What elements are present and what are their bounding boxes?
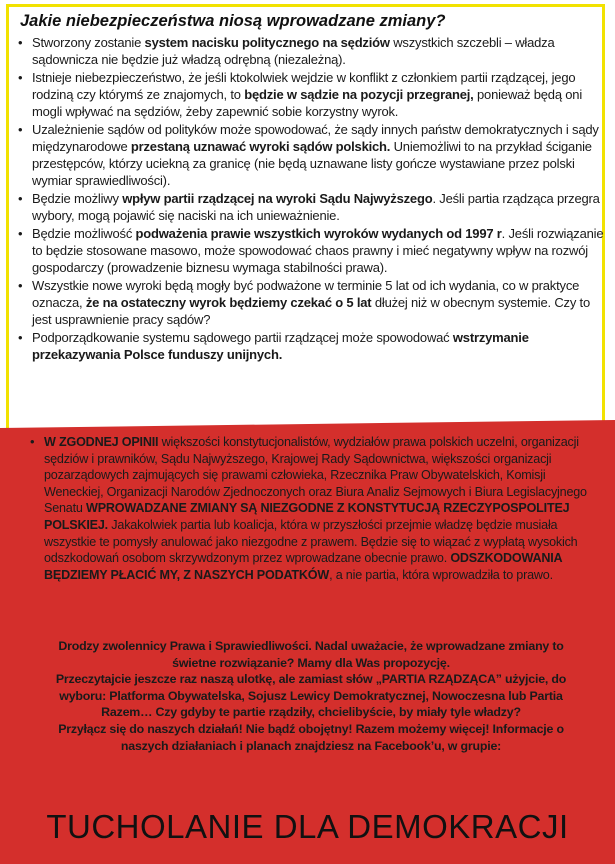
appeal-line-2: Przeczytajcie jeszcze raz naszą ulotkę, ale zamiast słów „PARTIA RZĄDZĄCA” użyjcie, do wyboru: Platforma Obywatelska, Sojusz Lewicy Demokratycznej, Nowoczesna lub Partia Razem… Czy gdyby te partie rządziły, chcielibyście, by miały tyle władzy? [55, 672, 567, 720]
dangers-heading: Jakie niebezpieczeństwa niosą wprowadzane zmiany? [20, 12, 446, 30]
group-title: TUCHOLANIE DLA DEMOKRACJI [46, 808, 569, 845]
appeal-section [46, 638, 576, 754]
opinion-paragraph: • W ZGODNEJ OPINII większości konstytucjonalistów, wydziałów prawa polskich uczelni, organizacji sędziów i prawników, Sądu Najwyższego, Krajowej Rady Sądownictwa, większości organizacji pozarządowych zajmujących się prawami człowieka, Rzecznika Praw Obywatelskich, Komisji Weneckiej, Organizacji Narodów Zjednoczonych oraz Biura Analiz Sejmowych i Biura Legislacyjnego Senatu WPROWADZANE ZMIANY SĄ NIEZGODNE Z KONSTYTUCJĄ RZECZYPOSPOLITEJ POLSKIEJ. Jakakolwiek partia lub koalicja, która w przyszłości przejmie władzę będzie musiała wszystkie te pomysły anulować jako niezgodne z prawem. Będzie się to wiązać z wypłatą wysokich odszkodowań osobom skrzywdzonym przez wprowadzane obecnie prawo. ODSZKODOWANIA BĘDZIEMY PŁACIĆ MY, Z NASZYCH PODATKÓW, a nie partia, która wprowadziła to prawo. [26, 434, 596, 583]
list-item: • Będzie możliwy wpływ partii rządzącej na wyroki Sądu Najwyższego. Jeśli partia rządząca przegra wybory, mogą pojawić się naciski na ich unieważnienie. [14, 190, 604, 224]
list-item: • Istnieje niebezpieczeństwo, że jeśli ktokolwiek wejdzie w konflikt z członkiem partii rządzącej, jego rodziną czy którymś ze znajomych, to będzie w sądzie na pozycji przegranej, ponieważ będą oni mogli wpływać na sędziów, żeby zapewnić sobie korzystny wyrok. [14, 69, 604, 120]
dangers-section [14, 12, 604, 364]
list-item: • Stworzony zostanie system nacisku politycznego na sędziów wszystkich szczebli – władza sądownicza nie będzie już władzą odrębną (niezależną). [14, 34, 604, 68]
list-item: • Będzie możliwość podważenia prawie wszystkich wyroków wydanych od 1997 r. Jeśli rozwiązanie to będzie stosowane masowo, może spowodować chaos prawny i mieć negatywny wpływ na rozwój gospodarczy (prowadzenie biznesu wymaga stabilności prawa). [14, 225, 604, 276]
dangers-list [14, 34, 604, 363]
opinion-section [26, 434, 596, 583]
list-item: • Podporządkowanie systemu sądowego partii rządzącej może spowodować wstrzymanie przekazywania Polsce funduszy unijnych. [14, 329, 604, 363]
appeal-line-3: Przyłącz się do naszych działań! Nie bądź obojętny! Razem możemy więcej! Informacje o naszych działaniach i planach znajdziesz na Facebook’u, w grupie: [58, 721, 564, 753]
opinion-list [26, 434, 596, 583]
appeal-line-1: Drodzy zwolennicy Prawa i Sprawiedliwości. Nadal uważacie, że wprowadzane zmiany to świetne rozwiązanie? Mamy dla Was propozycję. [58, 639, 564, 670]
list-item: • Uzależnienie sądów od polityków może spowodować, że sądy innych państw demokratycznych i sądy międzynarodowe przestaną uznawać wyroki sądów polskich. Uniemożliwi to na przykład ściganie przestępców, którzy uciekną za granicę (nie będą uznawane listy gończe wystawiane przez polski wymiar sprawiedliwości). [14, 121, 604, 189]
list-item: • Wszystkie nowe wyroki będą mogły być podważone w terminie 5 lat od ich wydania, co w praktyce oznacza, że na ostateczny wyrok będziemy czekać o 5 lat dłużej niż w obecnym systemie. Czy to jest usprawnienie pracy sądów? [14, 277, 604, 328]
